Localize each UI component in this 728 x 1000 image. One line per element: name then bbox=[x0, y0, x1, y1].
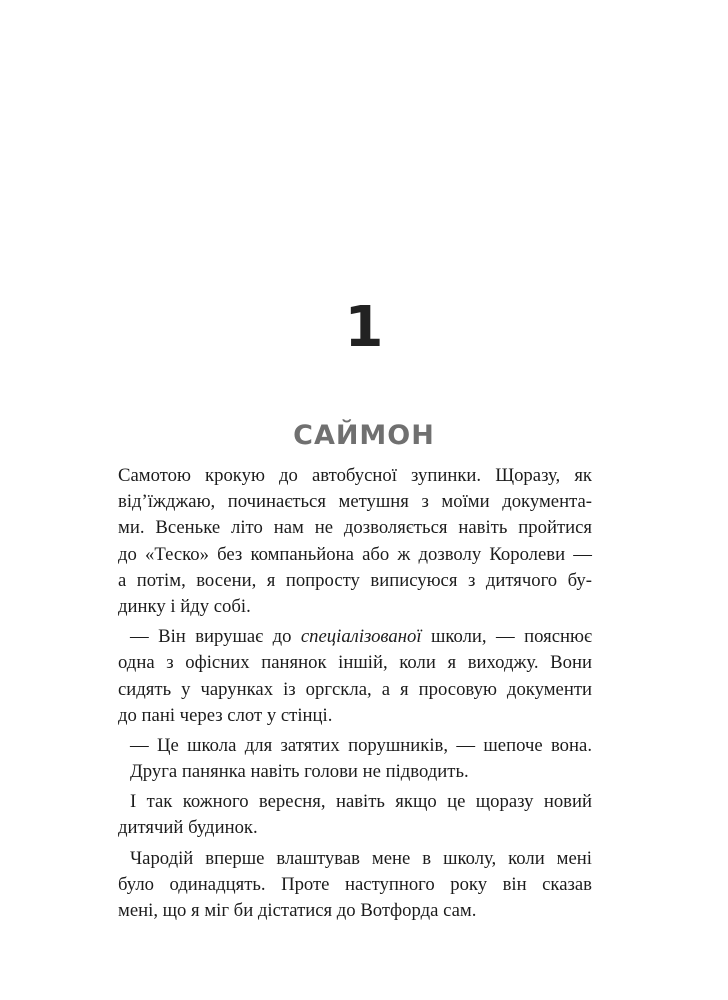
text-line bbox=[118, 624, 592, 650]
text-line: від’їжджаю, починається метушня з моїми документа- bbox=[118, 491, 592, 513]
text-line: а потім, восени, я попросту виписуюся з дитячого бу- bbox=[118, 569, 592, 591]
text-line: І так кожного вересня, навіть якщо це щоразу новий bbox=[130, 791, 592, 813]
text-line: дитячий будинок. bbox=[118, 817, 258, 839]
chapter-title: САЙМОН bbox=[293, 420, 435, 451]
emphasis-text: спеціалізованої bbox=[300, 626, 422, 648]
text-segment: школи, — пояснює bbox=[421, 626, 592, 648]
text-line: було одинадцять. Проте наступного року він сказав bbox=[118, 873, 592, 895]
text-line: одна з офісних панянок іншій, коли я виходжу. Вони bbox=[118, 652, 592, 674]
text-line: до пані через слот у стінці. bbox=[118, 704, 333, 726]
text-line: сидять у чарунках із оргскла, а я просовую документи bbox=[118, 678, 592, 700]
text-segment: — Він вирушає до bbox=[130, 626, 301, 648]
text-line: Друга панянка навіть голови не підводить. bbox=[130, 761, 469, 783]
text-line: Чародій вперше влаштував мене в школу, коли мені bbox=[130, 847, 592, 869]
text-line: Самотою крокую до автобусної зупинки. Щоразу, як bbox=[118, 465, 592, 486]
text-line: ми. Всеньке літо нам не дозволяється навіть пройтися bbox=[118, 517, 592, 539]
text-line: мені, що я міг би дістатися до Вотфорда сам. bbox=[118, 900, 477, 921]
text-line: — Це школа для затятих порушників, — шепоче вона. bbox=[130, 734, 592, 756]
text-line: динку і йду собі. bbox=[118, 595, 251, 617]
chapter-number: 1 bbox=[344, 295, 384, 360]
text-line: до «Теско» без компаньйона або ж дозволу Королеви — bbox=[118, 543, 592, 565]
chapter-text bbox=[118, 463, 592, 924]
